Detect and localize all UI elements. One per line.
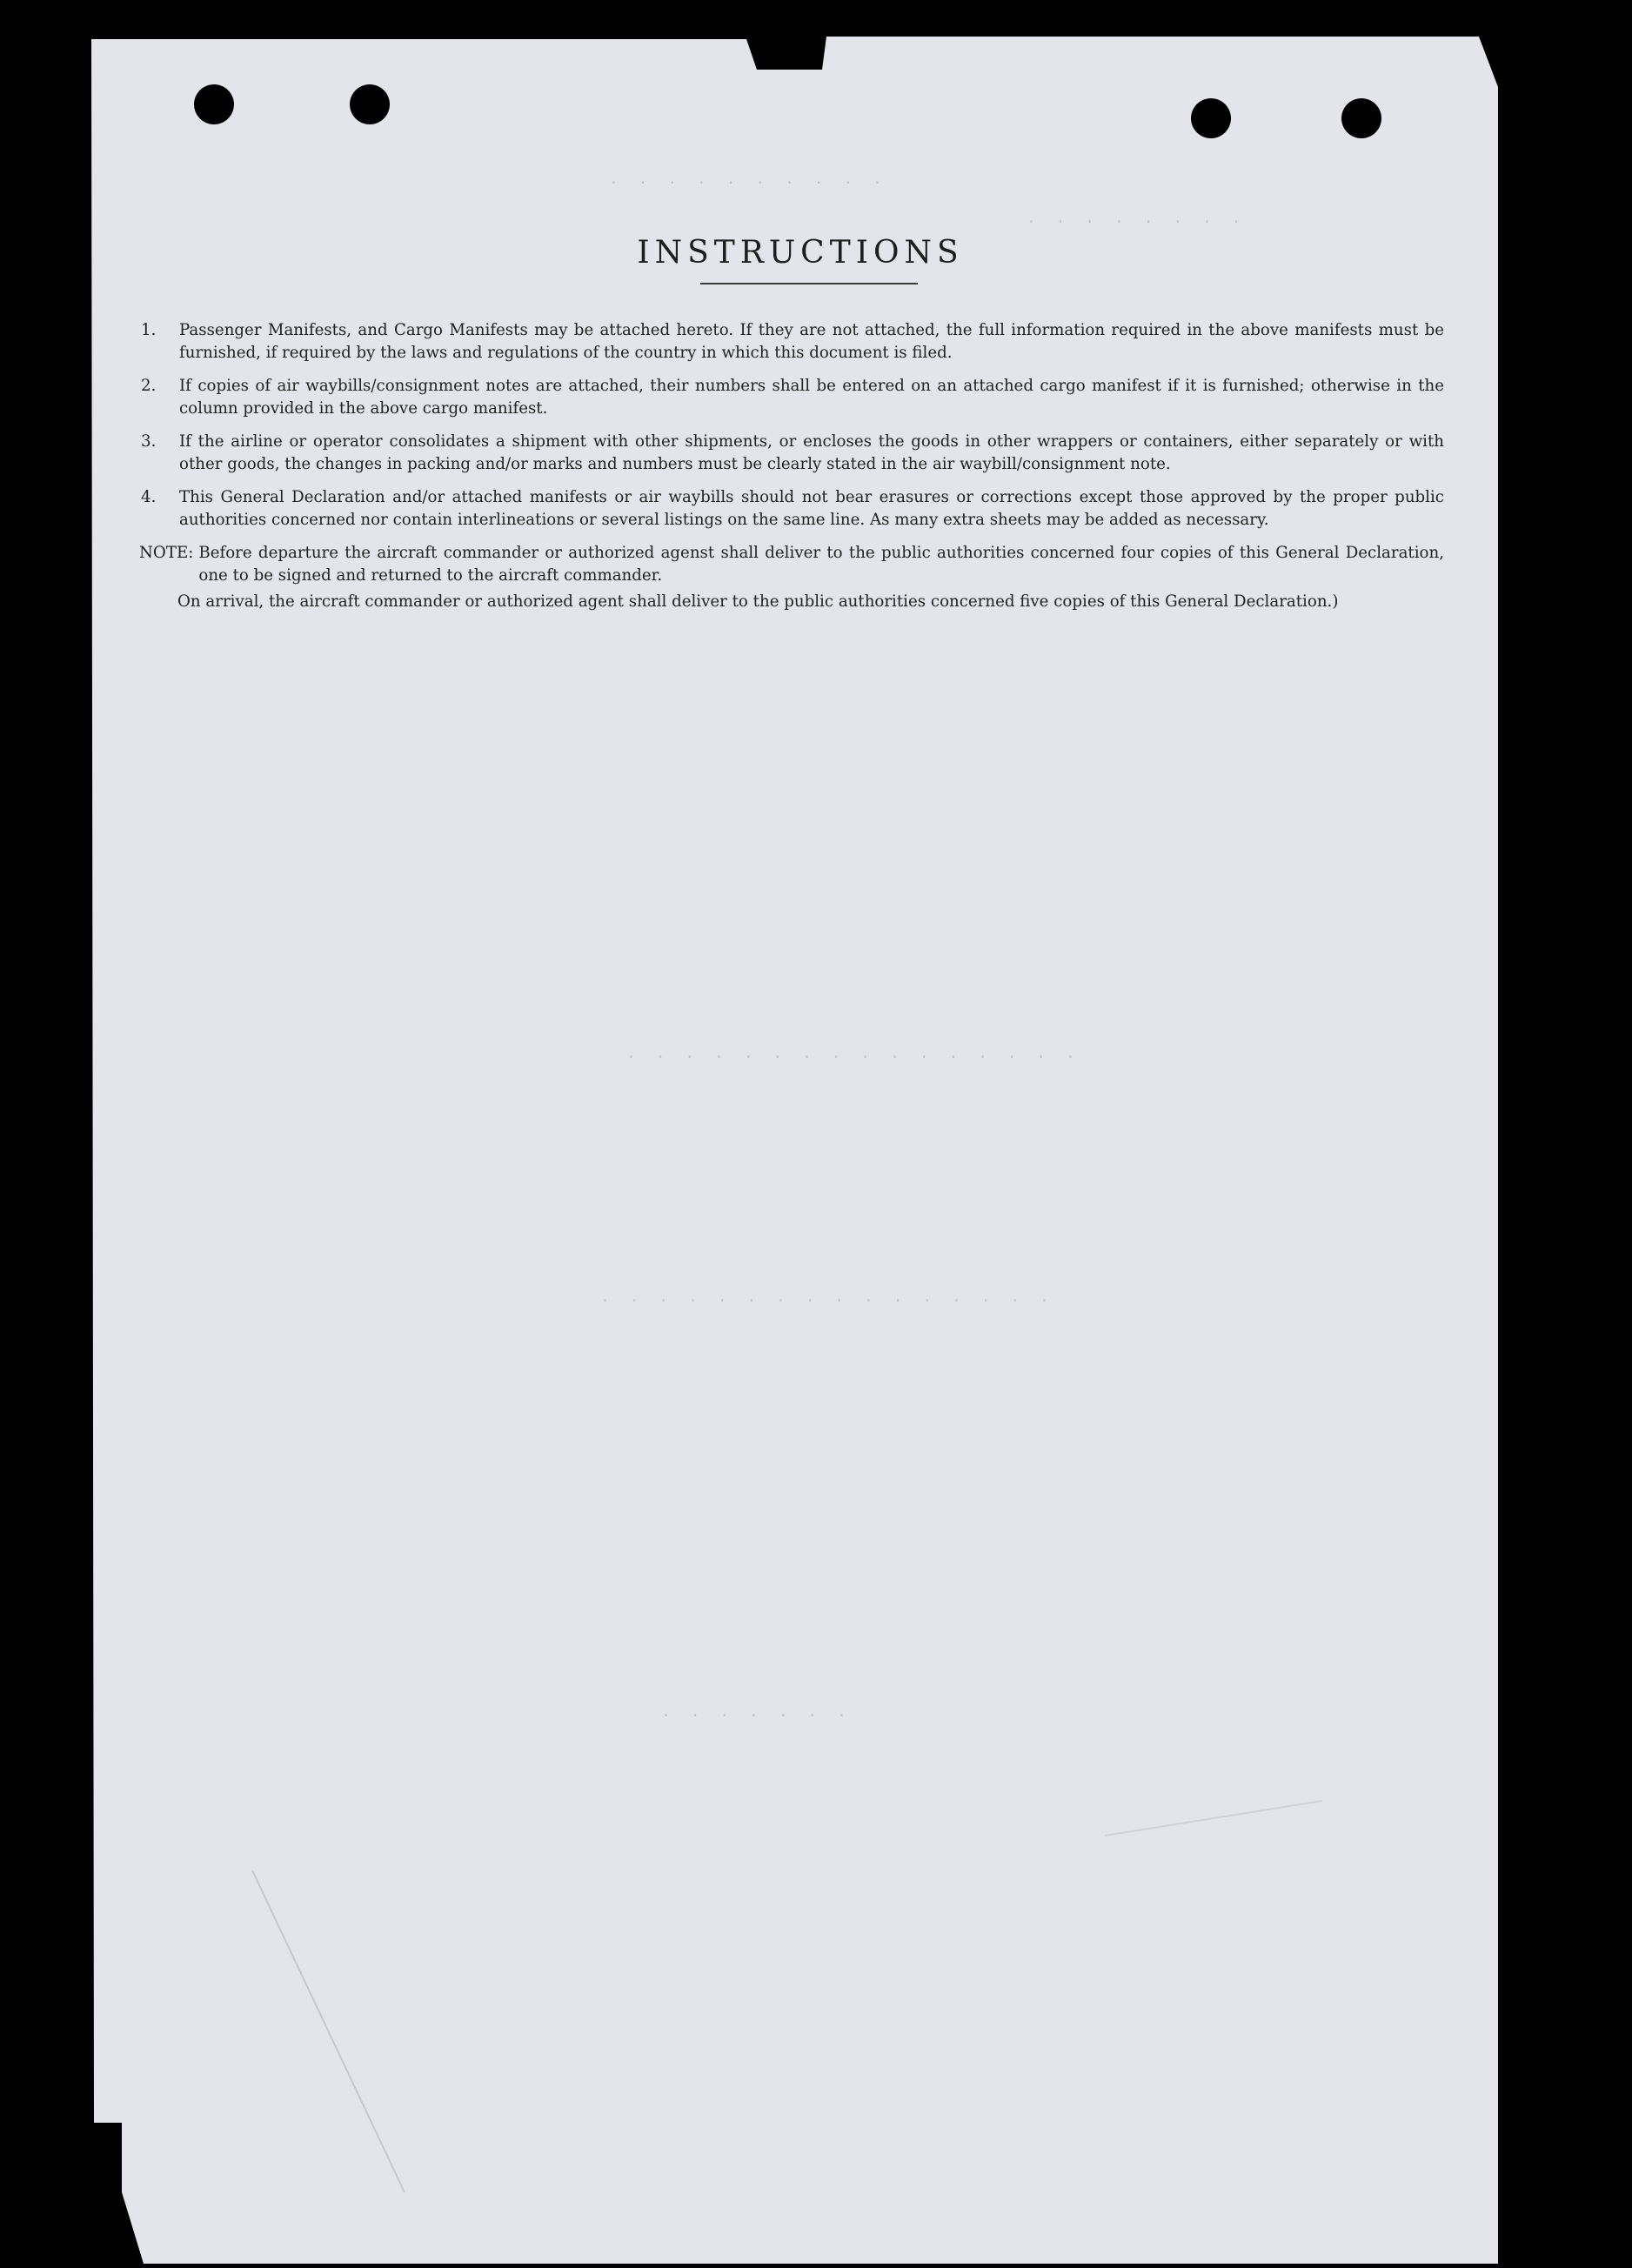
bleed-through-text: · · · · · · · ·: [1027, 213, 1247, 231]
instruction-item: [139, 431, 1444, 476]
instruction-text: Passenger Manifests, and Cargo Manifests may be attached hereto. If they are not attached, the full information required in the above manifests must be furnished, if required by the laws and regulations of the country in which this document is filed.: [179, 321, 1444, 362]
punch-hole: [1191, 98, 1231, 138]
instruction-text: If the airline or operator consolidates a shipment with other shipments, or encloses the goods in other wrappers or containers, either separately or with other goods, the changes in packing and/or marks and numbers must be clearly stated in the air waybill/consignment note.: [179, 432, 1444, 473]
punch-hole: [194, 84, 234, 124]
title-underline: [700, 283, 918, 284]
punch-hole: [1341, 98, 1381, 138]
note-arrival-text: On arrival, the aircraft commander or authorized agent shall deliver to the public authorities concerned five copies of this General Declaration.): [177, 592, 1339, 611]
bleed-through-text: · · · · · · ·: [661, 1707, 852, 1725]
instruction-item: [139, 319, 1444, 365]
instruction-number: 4.: [141, 488, 157, 506]
instruction-text: This General Declaration and/or attached manifests or air waybills should not bear erasures or corrections except those approved by the proper public authorities concerned nor contain interlineations or several listings on the same line. As many extra sheets may be added as necessary.: [179, 488, 1444, 529]
instruction-number: 3.: [141, 432, 157, 451]
instruction-item: [139, 375, 1444, 420]
note-block: [139, 542, 1444, 613]
bleed-through-text: · · · · · · · · · · · · · · · ·: [626, 1048, 1080, 1067]
instruction-number: 2.: [141, 377, 157, 395]
note-departure: [139, 542, 1444, 587]
instructions-title: INSTRUCTIONS: [637, 235, 964, 271]
instruction-number: 1.: [141, 321, 157, 339]
note-departure-text: Before departure the aircraft commander or authorized agenst shall deliver to the public authorities concerned four copies of this General Declaration, one to be signed and returned to the aircraft commander.: [198, 544, 1444, 585]
instruction-item: [139, 486, 1444, 532]
note-label: NOTE:: [139, 544, 194, 562]
bleed-through-text: · · · · · · · · · · · · · · · ·: [600, 1292, 1054, 1310]
punch-hole: [350, 84, 390, 124]
instructions-section: [139, 235, 1444, 613]
instruction-text: If copies of air waybills/consignment notes are attached, their numbers shall be entered on an attached cargo manifest if it is furnished; otherwise in the column provided in the above cargo manifest.: [179, 377, 1444, 418]
bleed-through-text: · · · · · · · · · ·: [609, 174, 887, 192]
